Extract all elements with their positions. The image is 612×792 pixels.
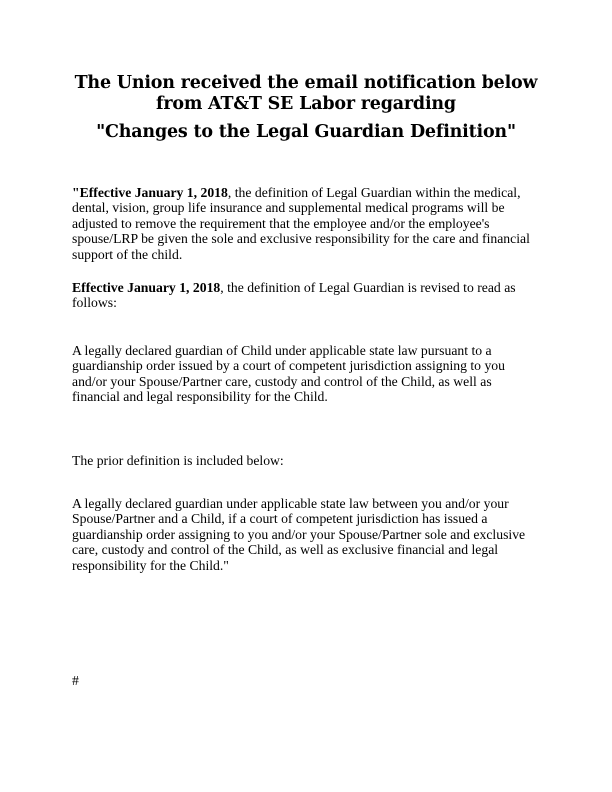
paragraph-text: , the definition of Legal Guardian within the medical, dental, vision, group life insurance and supplemental medical programs will be adjusted to remove the requirement that the employee and/or the employee's spouse/LRP be given the sole and exclusive responsibility for the care and financial support of the child. <box>72 185 530 262</box>
effective-date-bold: Effective January 1, 2018 <box>72 280 221 295</box>
footer-hash-mark: # <box>72 673 79 688</box>
paragraph-prior-definition-intro: The prior definition is included below: <box>72 453 284 468</box>
heading-subtitle: "Changes to the Legal Guardian Definition" <box>96 122 516 142</box>
paragraph-prior-definition: A legally declared guardian under applicable state law between you and/or your Spouse/Partner and a Child, if a court of competent jurisdiction has issued a guardianship order assigning to you and/or your Spouse/Partner sole and exclusive care, custody and control of the Child, as well as exclusive financial and legal responsibility for the Child." <box>72 496 526 573</box>
paragraph-new-definition: A legally declared guardian of Child under applicable state law pursuant to a guardianship order issued by a court of competent jurisdiction assigning to you and/or your Spouse/Partner care, custody and control of the Child, as well as financial and legal responsibility for the Child. <box>72 343 505 405</box>
paragraph-revised-definition-intro <box>72 280 542 311</box>
paragraph-effective-intro <box>72 185 542 262</box>
effective-date-bold: "Effective January 1, 2018 <box>72 185 228 200</box>
heading-title: The Union received the email notification below from AT&T SE Labor regarding <box>74 73 538 114</box>
paragraph-text: , the definition of Legal Guardian is revised to read as follows: <box>72 280 516 311</box>
